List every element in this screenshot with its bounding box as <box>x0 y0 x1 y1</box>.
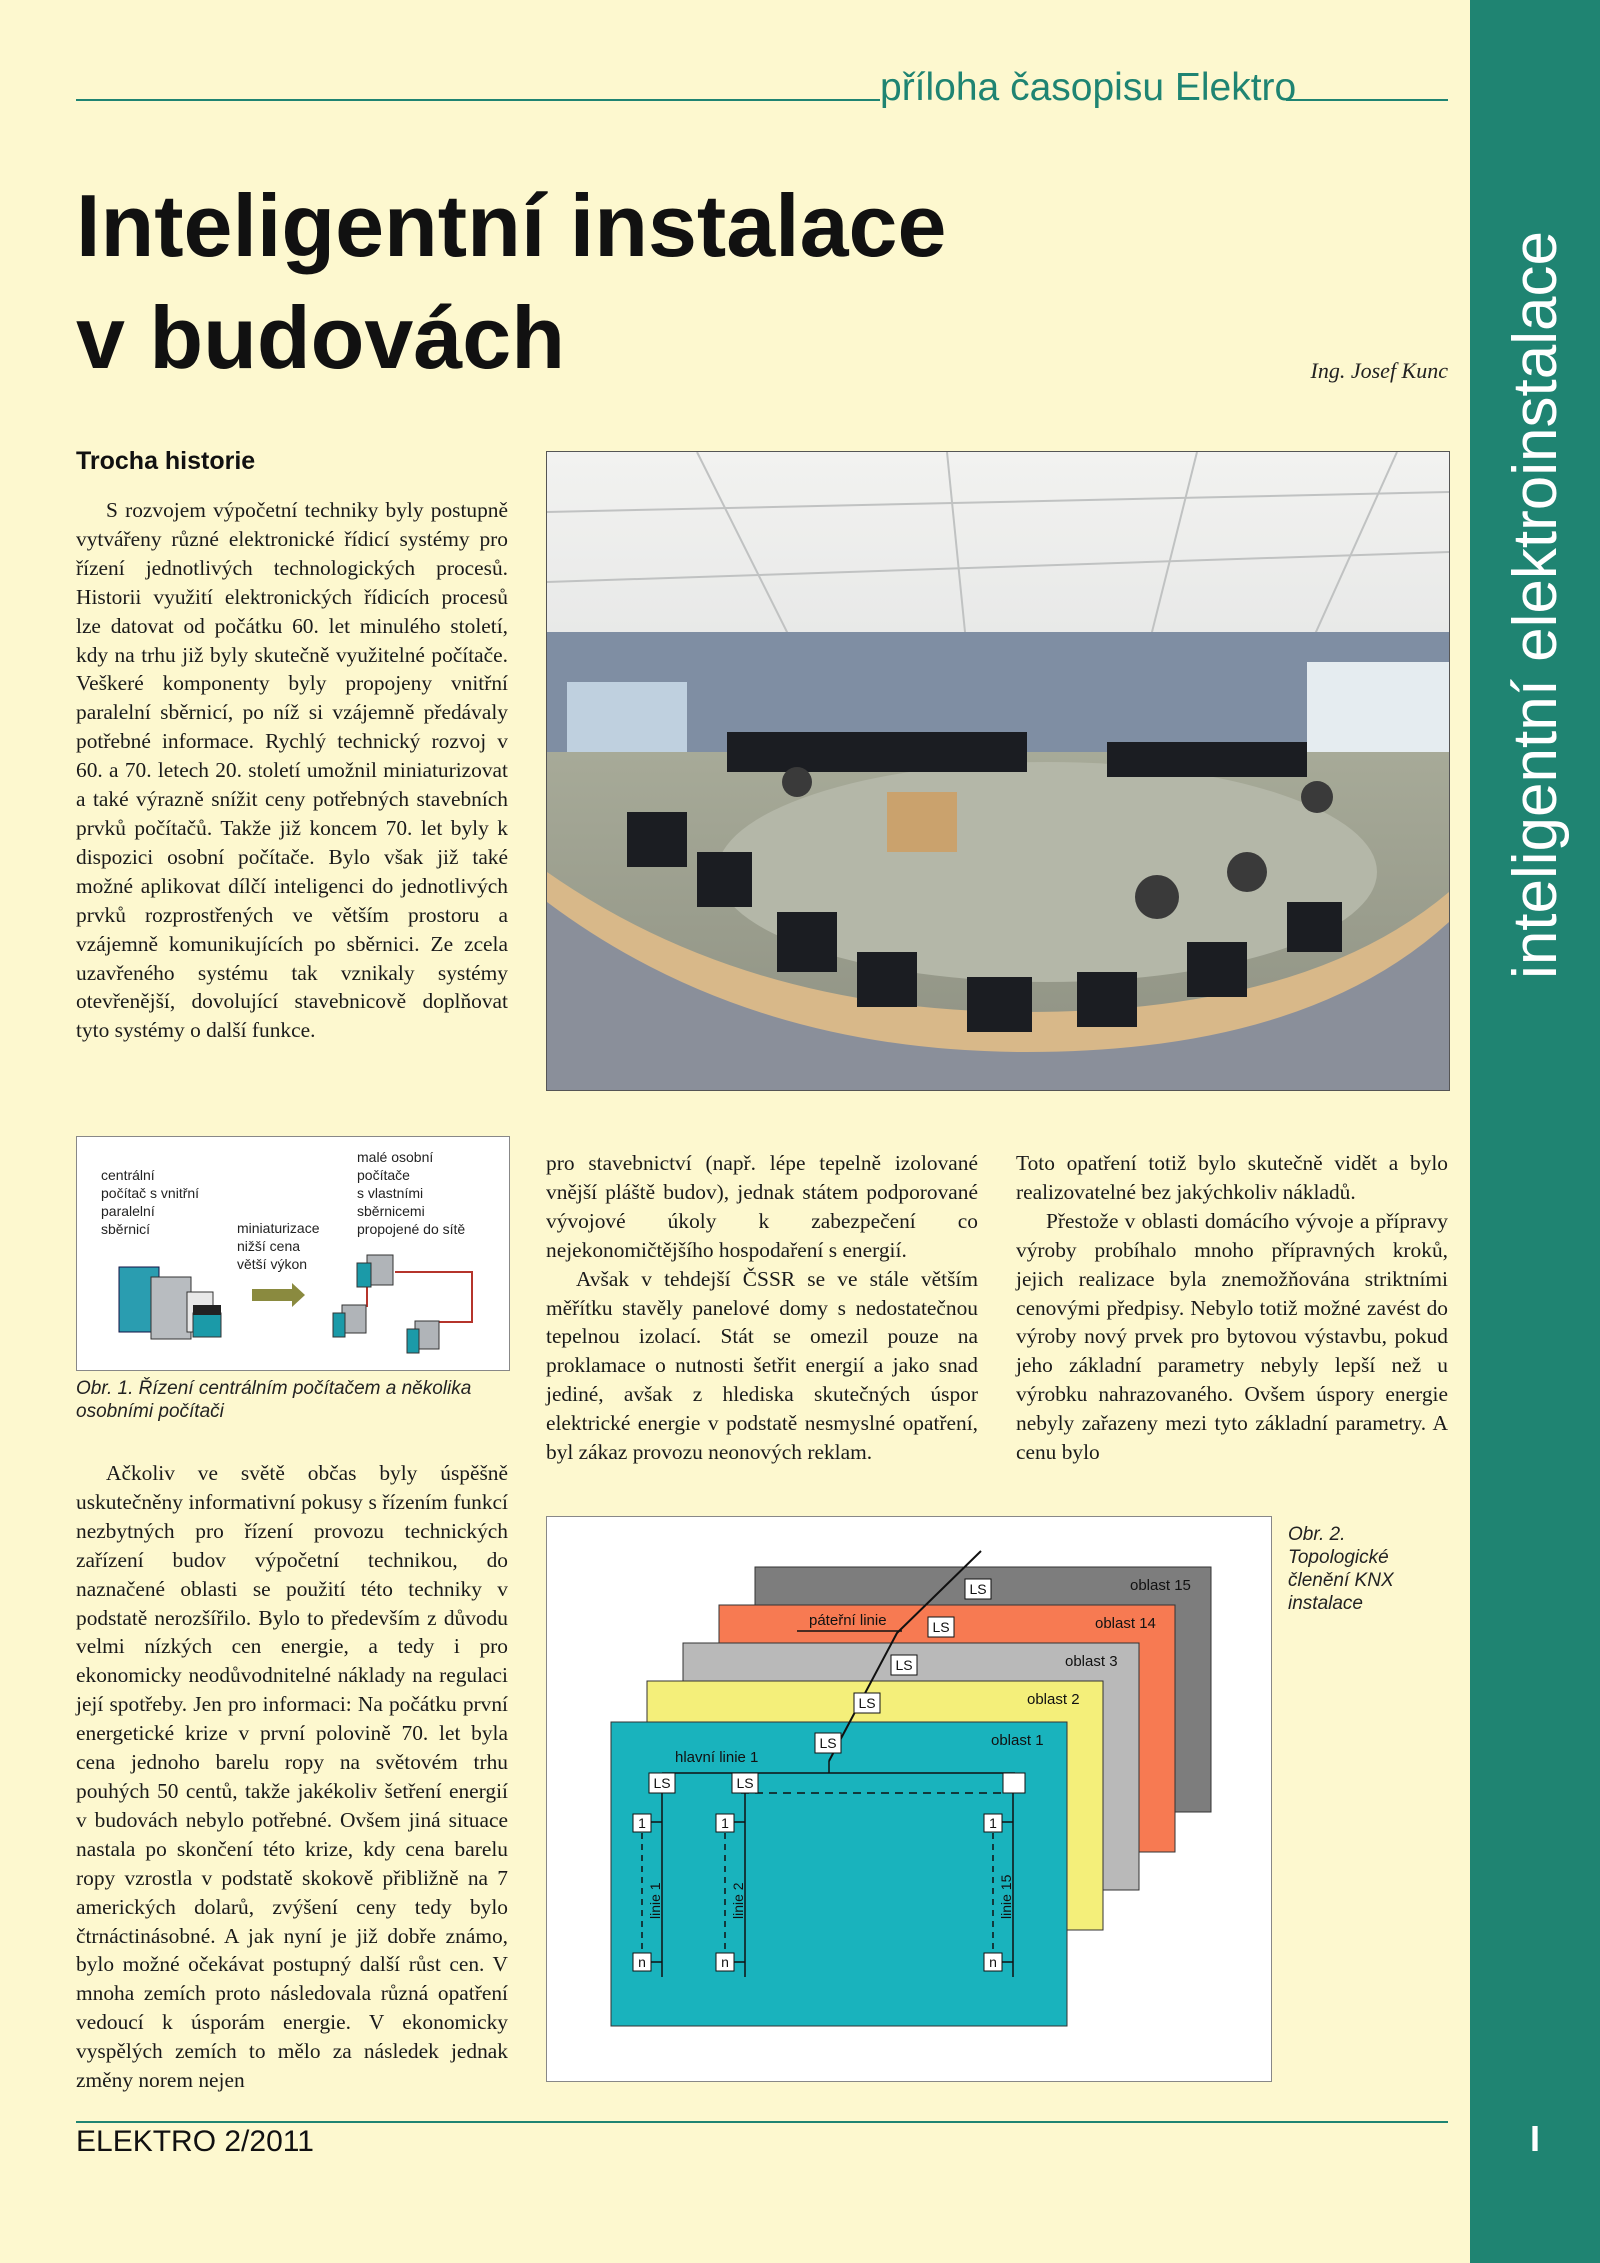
page-number: I <box>1529 2118 1540 2159</box>
coupler-backbone-1 <box>815 1733 841 1753</box>
paragraph: S rozvojem výpočetní techniky byly postupně vytvářeny různé elektronické řídicí systémy pro řízení jednotlivých technologických procesů. Historii využití elektronických řídicích procesů lze datovat od počátku 60. let minulého století, kdy na trhu již byly skutečně využitelné počítače. Veškeré komponenty byly propojeny vnitřní paralelní sběrnicí, po níž si vzájemně předávaly potřebné informace. Rychlý technický rozvoj v 60. a 70. letech 20. století umožnil miniaturizovat a také výrazně snížit ceny potřebných stavebních prvků počítačů. Takže již koncem 70. let byly k dispozici osobní počítače. Bylo však již také možné aplikovat dílčí inteligenci do jednotlivých prvků rozprostřených ve větším prostoru a vzájemně komunikujících po sběrnici. Ze zcela uzavřeného systému tak vznikaly systémy otevřenější, dovolující stavebnicově doplňovat tyto systémy o další funkce. <box>76 498 508 1043</box>
svg-text:LS: LS <box>653 1775 671 1791</box>
device-n-line-15 <box>984 1953 1002 1971</box>
figure-2-caption: Obr. 2. Topologické členění KNX instalace <box>1288 1524 1394 1614</box>
central-computer-label-2: počítač s vnitřní <box>101 1185 200 1201</box>
area-15-label: oblast 15 <box>1130 1577 1191 1594</box>
section-label: inteligentní elektroinstalace <box>1500 231 1570 979</box>
coupler-line-2 <box>732 1773 758 1793</box>
coupler-backbone-15 <box>965 1579 991 1599</box>
svg-text:LS: LS <box>858 1695 876 1711</box>
coupler-backbone-14 <box>928 1617 954 1637</box>
svg-text:1: 1 <box>721 1815 729 1831</box>
svg-text:LS: LS <box>895 1657 913 1673</box>
svg-text:n: n <box>989 1954 997 1970</box>
central-computer-label-4: sběrnicí <box>101 1221 151 1237</box>
section-heading: Trocha historie <box>76 447 256 475</box>
svg-text:1: 1 <box>989 1815 997 1831</box>
footer-rule <box>76 2121 1448 2123</box>
issue-label: ELEKTRO 2/2011 <box>76 2125 314 2158</box>
pc-label-3: s vlastními <box>357 1185 424 1201</box>
figure-2 <box>546 1516 1272 2082</box>
device-1-line-2 <box>716 1814 734 1832</box>
central-computer-label-1: centrální <box>101 1167 155 1183</box>
pc-label-5: propojené do sítě <box>357 1221 466 1237</box>
area-2-label: oblast 2 <box>1027 1691 1080 1708</box>
coupler-line-1 <box>649 1773 675 1793</box>
svg-text:LS: LS <box>736 1775 754 1791</box>
pc-label-1: malé osobní <box>357 1149 434 1165</box>
supplement-label: příloha časopisu Elektro <box>880 66 1297 109</box>
figure-1-caption: Obr. 1. Řízení centrálním počítačem a několika osobními počítači <box>76 1378 472 1422</box>
arrow-label-2: nižší cena <box>237 1238 301 1254</box>
paragraph: Toto opatření totiž bylo skutečně vidět a bylo realizovatelné bez jakýchkoliv nákladů. <box>1016 1151 1448 1204</box>
area-3-label: oblast 3 <box>1065 1653 1118 1670</box>
main-line-label: hlavní linie 1 <box>675 1749 759 1766</box>
article-title <box>76 170 1076 394</box>
area-1-label: oblast 1 <box>991 1732 1044 1749</box>
column-1-bottom <box>76 1459 508 2095</box>
paragraph: Přestože v oblasti domácího vývoje a přípravy výroby probíhalo mnoho přípravných kroků, jejich realizace byla znemožňována striktními cenovými předpisy. Nebylo totiž možné zavést do výroby nový prvek pro bytovou výstavbu, pokud jeho základní parametry nebyly lepší než u výrobku nahrazovaného. Ovšem úspory energie nebyly zařazeny mezi tyto základní parametry. A cenu bylo <box>1016 1208 1448 1465</box>
paragraph: pro stavebnictví (např. lépe tepelně izolované vnější pláště budov), jednak státem podporované vývojové úkoly k zabezpečení co nejekonomičtějšího hospodaření s energií. <box>546 1151 978 1262</box>
device-1-line-1 <box>633 1814 651 1832</box>
line-2-label: linie 2 <box>730 1882 746 1919</box>
column-1-top <box>76 496 508 1045</box>
coupler-backbone-3 <box>891 1655 917 1675</box>
pc-label-4: sběrnicemi <box>357 1203 425 1219</box>
arrow-icon <box>252 1283 305 1307</box>
title-line-2: v budovách <box>76 288 565 387</box>
pc-network-icon <box>333 1255 472 1353</box>
control-room-photo <box>546 451 1450 1091</box>
central-computer-icon <box>119 1267 221 1339</box>
backbone-label: páteřní linie <box>809 1612 887 1629</box>
area-14-label: oblast 14 <box>1095 1615 1156 1632</box>
svg-text:LS: LS <box>969 1581 987 1597</box>
svg-text:1: 1 <box>638 1815 646 1831</box>
figure-1 <box>76 1136 510 1371</box>
line-15-label: linie 15 <box>998 1874 1014 1919</box>
device-n-line-1 <box>633 1953 651 1971</box>
central-computer-label-3: paralelní <box>101 1203 155 1219</box>
paragraph: Ačkoliv ve světě občas byly úspěšně uskutečněny informativní pokusy s řízením funkcí nezbytných pro řízení provozu technických zařízení budov výpočetní technikou, do naznačené oblasti se použití této techniky v podstatě nerozšířilo. Bylo to především z důvodu velmi nízkých cen energie, a tedy i pro ekonomicky neodůvodnitelné náklady na regulaci její spotřeby. Jen pro informaci: Na počátku první energetické krize v první polovině 70. let byla cena jednoho barelu ropy na světovém trhu pouhých 50 centů, takže jakékoliv šetření energií v budovách nebylo potřebné. Ovšem jiná situace nastala po skončení této krize, kdy cena barelu ropy vzrostla v podstatě skokově přibližně na 7 amerických dolarů, zvýšení ceny tedy bylo čtrnáctinásobné. A jak nyní je již dobře známo, bylo možné očekávat postupný další růst cen. V mnoha zemích proto následovala různá opatření vedoucí k úsporám energie. V ekonomicky vyspělých zemích to mělo za následek jednak změny norem nejen <box>76 1461 508 2093</box>
paragraph: Avšak v tehdejší ČSSR se ve stále větším měřítku stavěly panelové domy s nedostatečnou tepelnou izolací. Stát se omezil pouze na proklamace o nutnosti šetřit energií a jako snad jediné, avšak z hlediska skutečných úspor elektrické energie v podstatě nesmyslné opatření, byl zákaz provozu neonových reklam. <box>546 1266 978 1465</box>
line-1-label: linie 1 <box>647 1882 663 1919</box>
device-n-line-2 <box>716 1953 734 1971</box>
svg-text:LS: LS <box>932 1619 950 1635</box>
svg-text:n: n <box>721 1954 729 1970</box>
svg-text:n: n <box>638 1954 646 1970</box>
column-3 <box>1016 1149 1448 1467</box>
coupler-line-15 <box>1003 1773 1025 1793</box>
pc-label-2: počítače <box>357 1167 410 1183</box>
title-line-1: Inteligentní instalace <box>76 176 947 275</box>
coupler-backbone-2 <box>854 1693 880 1713</box>
author: Ing. Josef Kunc <box>1310 358 1448 383</box>
area-1 <box>611 1722 1067 2026</box>
arrow-label-1: miniaturizace <box>237 1220 320 1236</box>
svg-text:LS: LS <box>819 1735 837 1751</box>
column-2 <box>546 1149 978 1467</box>
arrow-label-3: větší výkon <box>237 1256 308 1272</box>
device-1-line-15 <box>984 1814 1002 1832</box>
